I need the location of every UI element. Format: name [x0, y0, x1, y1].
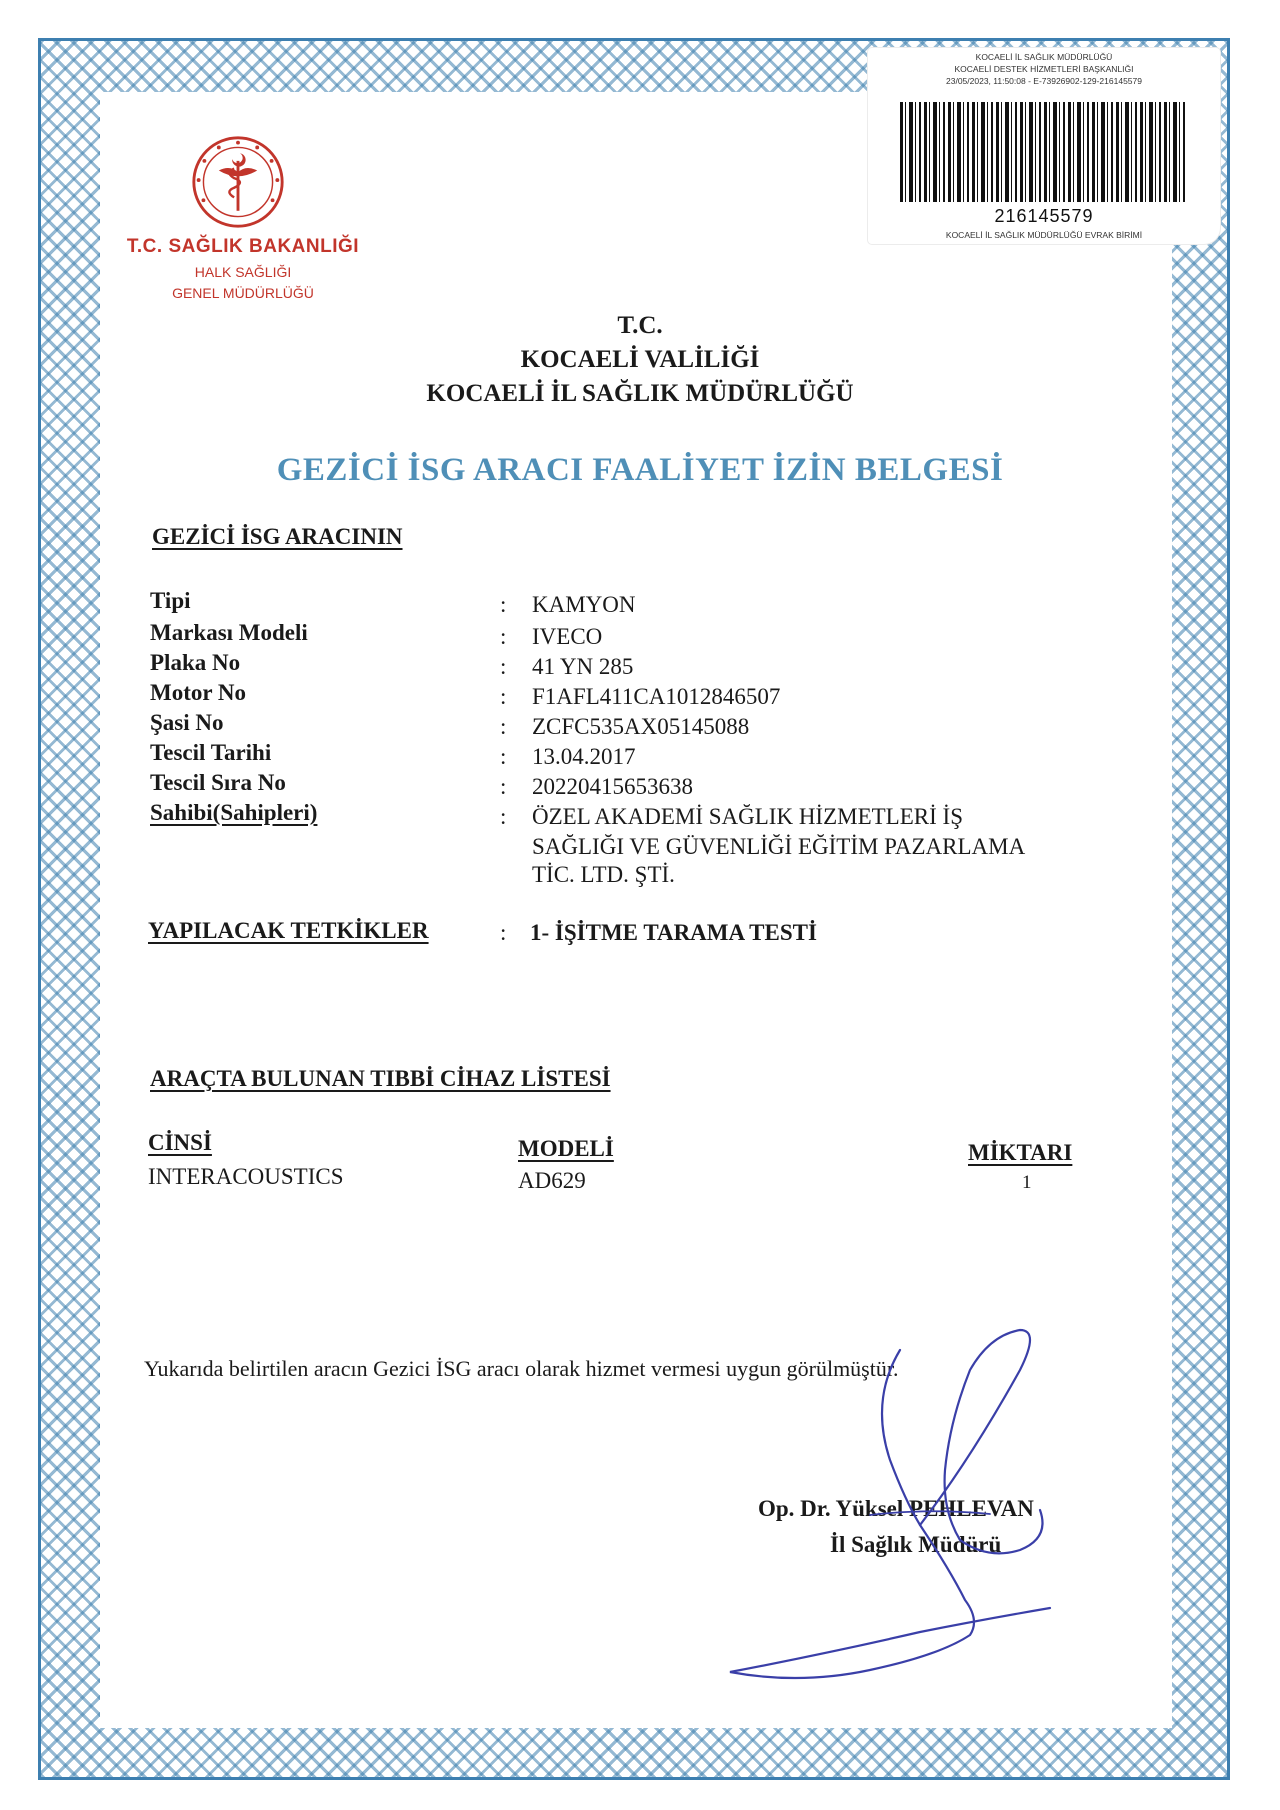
ministry-name: T.C. SAĞLIK BAKANLIĞI: [126, 236, 360, 257]
device-quantity: 1: [1022, 1172, 1032, 1193]
vehicle-section-heading: GEZİCİ İSG ARACININ: [152, 524, 403, 549]
field-label: Motor No: [150, 680, 247, 705]
field-label: Şasi No: [150, 710, 224, 735]
stamp-line-2: KOCAELİ DESTEK HİZMETLERİ BAŞKANLIĞI: [954, 64, 1134, 74]
column-model-header: MODELİ: [518, 1136, 614, 1161]
stamp-line-3: 23/05/2023, 11:50:08 - E-73926902-129-216145579: [946, 76, 1142, 86]
column-quantity-header: MİKTARI: [968, 1140, 1073, 1165]
ministry-emblem-icon: [190, 134, 286, 230]
field-value: F1AFL411CA1012846507: [532, 684, 781, 709]
field-colon: :: [500, 774, 507, 799]
signatory-title: İl Sağlık Müdürü: [830, 1532, 1002, 1557]
field-label: Tescil Tarihi: [150, 740, 272, 765]
tests-value: 1- İŞİTME TARAMA TESTİ: [530, 920, 817, 945]
field-label: Markası Modeli: [150, 620, 308, 645]
field-colon: :: [500, 714, 507, 739]
header-directorate: KOCAELİ İL SAĞLIK MÜDÜRLÜĞÜ: [426, 380, 854, 407]
registry-stamp: [868, 48, 1220, 244]
header-tc: T.C.: [617, 312, 663, 339]
document-title: GEZİCİ İSG ARACI FAALİYET İZİN BELGESİ: [276, 452, 1004, 488]
field-value: ZCFC535AX05145088: [532, 714, 750, 739]
signatory-name: Op. Dr. Yüksel PEHLEVAN: [758, 1496, 1034, 1521]
barcode-graphic: [900, 102, 1186, 202]
tests-colon: :: [500, 920, 507, 945]
device-list-heading: ARAÇTA BULUNAN TIBBİ CİHAZ LİSTESİ: [150, 1066, 611, 1091]
field-label: Plaka No: [150, 650, 241, 675]
field-value: 41 YN 285: [532, 654, 634, 679]
owner-label: Sahibi(Sahipleri): [150, 800, 318, 825]
owner-line: ÖZEL AKADEMİ SAĞLIK HİZMETLERİ İŞ: [532, 804, 963, 829]
approval-statement: Yukarıda belirtilen aracın Gezici İSG aracı olarak hizmet vermesi uygun görülmüştür.: [144, 1356, 899, 1381]
field-colon: :: [500, 804, 507, 829]
field-colon: :: [500, 744, 507, 769]
field-colon: :: [500, 624, 507, 649]
owner-line: SAĞLIĞI VE GÜVENLİĞİ EĞİTİM PAZARLAMA: [532, 834, 1026, 859]
ministry-unit-2: GENEL MÜDÜRLÜĞÜ: [172, 285, 314, 301]
handwritten-signature: [720, 1310, 1120, 1690]
device-model: AD629: [518, 1168, 586, 1193]
field-colon: :: [500, 654, 507, 679]
header-governorship: KOCAELİ VALİLİĞİ: [520, 346, 760, 373]
device-type: INTERACOUSTICS: [148, 1164, 344, 1189]
field-value: KAMYON: [532, 592, 636, 617]
field-label: Tipi: [150, 588, 191, 613]
field-value: 20220415653638: [532, 774, 693, 799]
barcode-number: 216145579: [994, 206, 1094, 226]
field-colon: :: [500, 592, 507, 617]
field-value: 13.04.2017: [532, 744, 636, 769]
field-label: Tescil Sıra No: [150, 770, 286, 795]
field-colon: :: [500, 684, 507, 709]
ministry-unit-1: HALK SAĞLIĞI: [194, 264, 292, 280]
field-value: IVECO: [532, 624, 603, 649]
stamp-line-1: KOCAELİ İL SAĞLIK MÜDÜRLÜĞÜ: [975, 52, 1113, 62]
owner-line: TİC. LTD. ŞTİ.: [532, 862, 675, 887]
tests-label: YAPILACAK TETKİKLER: [148, 918, 429, 943]
stamp-line-4: KOCAELİ İL SAĞLIK MÜDÜRLÜĞÜ EVRAK BİRİMİ: [945, 230, 1143, 240]
column-type-header: CİNSİ: [148, 1130, 212, 1155]
